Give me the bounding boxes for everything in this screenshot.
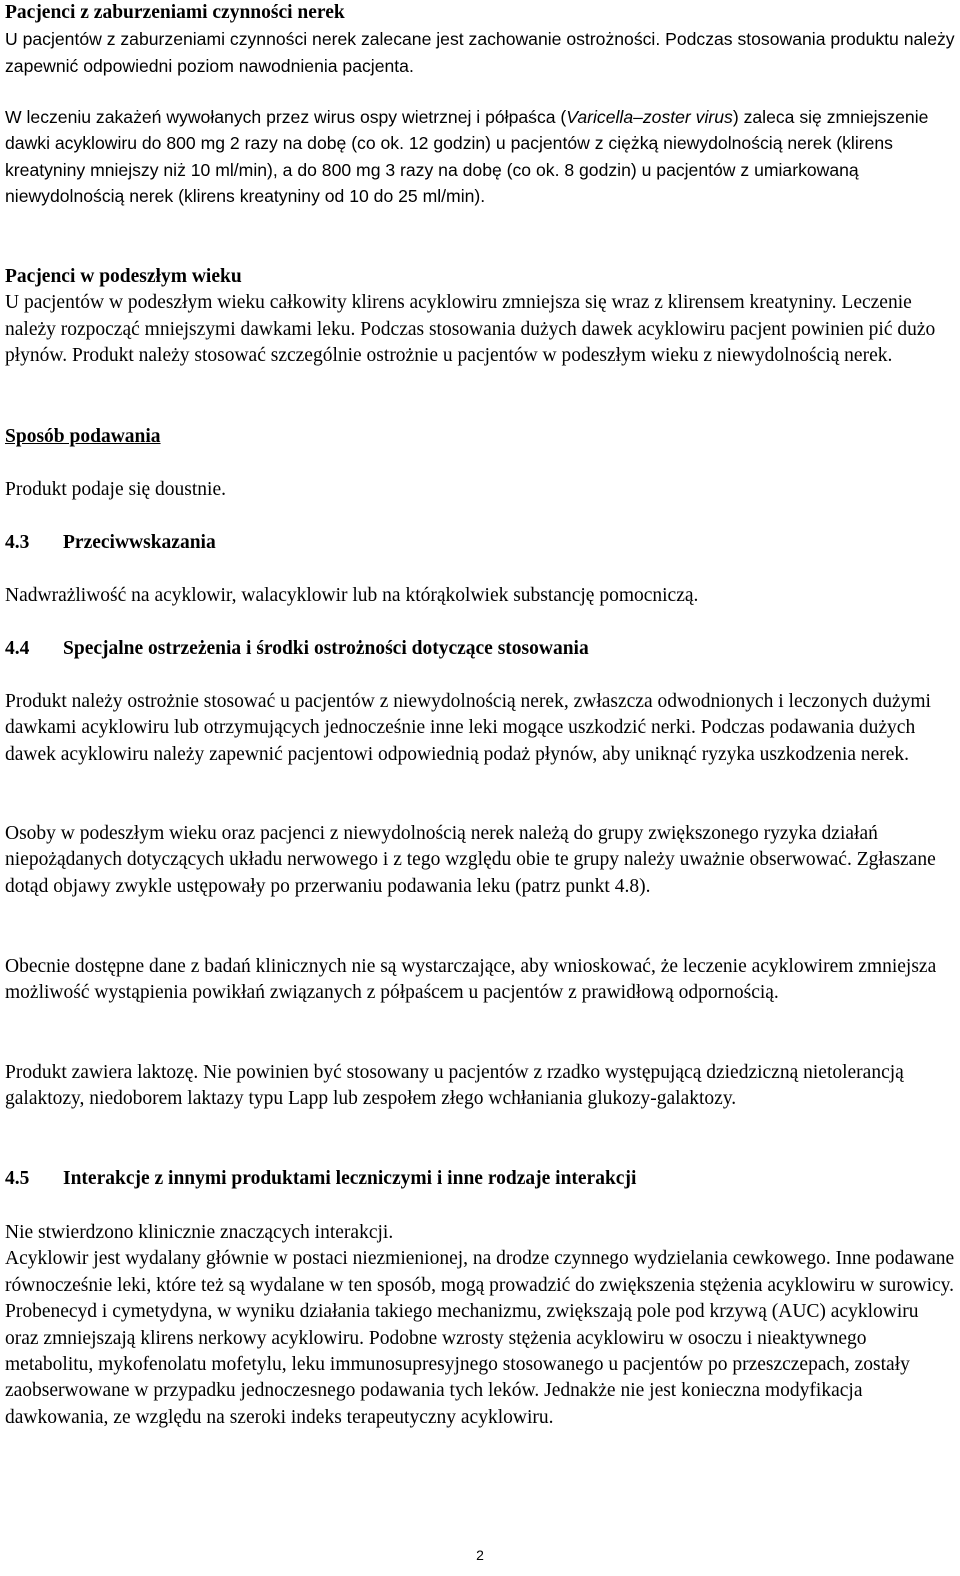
- administration-heading: [5, 424, 955, 450]
- section-4-4-paragraph-2: Osoby w podeszłym wieku oraz pacjenci z niewydolnością nerek należą do grupy zwiększonego ryzyka działań niepożądanych dotyczących układu nerwowego i z tego względu obie te grupy należy uważnie obserwować. Zgłaszane dotąd objawy zwykle ustępowały po przerwaniu podawania leku (patrz punkt 4.8).: [5, 823, 936, 897]
- renal-heading: Pacjenci z zaburzeniami czynności nerek: [5, 2, 345, 23]
- section-4-5-body: [5, 1220, 955, 1431]
- vzv-text-after: ) zaleca się zmniejszenie dawki acyklowiru do 800 mg 2 razy na dobę (co ok. 12 godzin) u pacjentów z ciężką niewydolnością nerek (klirens kreatyniny mniejszy niż 10 ml/min), a do 800 mg 3 razy na dobę (co ok. 8 godzin) u pacjentów z umiarkowaną niewydolnością nerek (klirens kreatyniny od 10 do 25 ml/min).: [5, 107, 929, 207]
- section-4-3-number: 4.3: [5, 532, 30, 553]
- section-4-5-paragraph-1: Nie stwierdzono klinicznie znaczących interakcji.: [5, 1222, 394, 1243]
- renal-paragraph: U pacjentów z zaburzeniami czynności nerek zalecane jest zachowanie ostrożności. Podczas stosowania produktu należy zapewnić odpowiedni poziom nawodnienia pacjenta.: [5, 29, 955, 76]
- section-4-4-paragraph-1: Produkt należy ostrożnie stosować u pacjentów z niewydolnością nerek, zwłaszcza odwodnionych i leczonych dużymi dawkami acyklowiru lub otrzymujących jednocześnie inne leki mogące uszkodzić nerki. Podczas podawania dużych dawek acyklowiru należy zapewnić pacjentowi odpowiednią podaż płynów, aby uniknąć ryzyka uszkodzenia nerek.: [5, 691, 931, 765]
- vzv-dosing-paragraph: [5, 104, 955, 210]
- section-4-4-number: 4.4: [5, 638, 30, 659]
- section-4-5-title: Interakcje z innymi produktami leczniczymi i inne rodzaje interakcji: [63, 1168, 637, 1189]
- administration-text: Produkt podaje się doustnie.: [5, 479, 226, 500]
- section-4-4-heading: [5, 636, 955, 662]
- section-4-4-paragraph-3: Obecnie dostępne dane z badań klinicznych nie są wystarczające, aby wnioskować, że leczenie acyklowirem zmniejsza możliwość wystąpienia powikłań związanych z półpaścem u pacjentów z prawidłową odpornością.: [5, 956, 937, 1004]
- section-4-5-number: 4.5: [5, 1168, 30, 1189]
- vzv-text-before: W leczeniu zakażeń wywołanych przez wirus ospy wietrznej i półpaśca (: [5, 107, 567, 127]
- section-4-4-title: Specjalne ostrzeżenia i środki ostrożności dotyczące stosowania: [63, 638, 589, 659]
- page-number: 2: [476, 1547, 484, 1563]
- elderly-heading: Pacjenci w podeszłym wieku: [5, 266, 242, 287]
- section-4-3-title: Przeciwwskazania: [63, 532, 216, 553]
- section-4-5-paragraph-2: Acyklowir jest wydalany głównie w postaci niezmienionej, na drodze czynnego wydzielania cewkowego. Inne podawane równocześnie leki, które też są wydalane w ten sposób, mogą prowadzić do zwiększenia stężenia acyklowiru w surowicy. Probenecyd i cymetydyna, w wyniku działania takiego mechanizmu, zwiększają pole pod krzywą (AUC) acyklowiru oraz zmniejszają klirens nerkowy acyklowiru. Podobne wzrosty stężenia acyklowiru w osoczu i nieaktywnego metabolitu, mykofenolatu mofetylu, leku immunosupresyjnego stosowanego u pacjentów po przeszczepach, zostały zaobserwowane w przypadku jednoczesnego podawania tych leków. Jednakże nie jest konieczna modyfikacja dawkowania, ze względu na szeroki indeks terapeutyczny acyklowiru.: [5, 1248, 955, 1428]
- elderly-paragraph: U pacjentów w podeszłym wieku całkowity klirens acyklowiru zmniejsza się wraz z klirensem kreatyniny. Leczenie należy rozpocząć mniejszymi dawkami leku. Podczas stosowania dużych dawek acyklowiru pacjent powinien pić dużo płynów. Produkt należy stosować szczególnie ostrożnie u pacjentów w podeszłym wieku z niewydolnością nerek.: [5, 292, 936, 367]
- section-4-3-text: Nadwrażliwość na acyklowir, walacyklowir lub na którąkolwiek substancję pomocniczą.: [5, 585, 699, 606]
- section-4-3-heading: [5, 530, 955, 556]
- elderly-section: [5, 264, 955, 370]
- section-4-4-paragraph-4: Produkt zawiera laktozę. Nie powinien być stosowany u pacjentów z rzadko występującą dziedziczną nietolerancją galaktozy, niedoborem laktazy typu Lapp lub zespołem złego wchłaniania glukozy-galaktozy.: [5, 1062, 904, 1110]
- administration-heading-text: Sposób podawania: [5, 426, 161, 447]
- section-4-5-heading: [5, 1166, 955, 1192]
- renal-section: [5, 0, 955, 79]
- vzv-virus-name: Varicella–zoster virus: [566, 107, 733, 127]
